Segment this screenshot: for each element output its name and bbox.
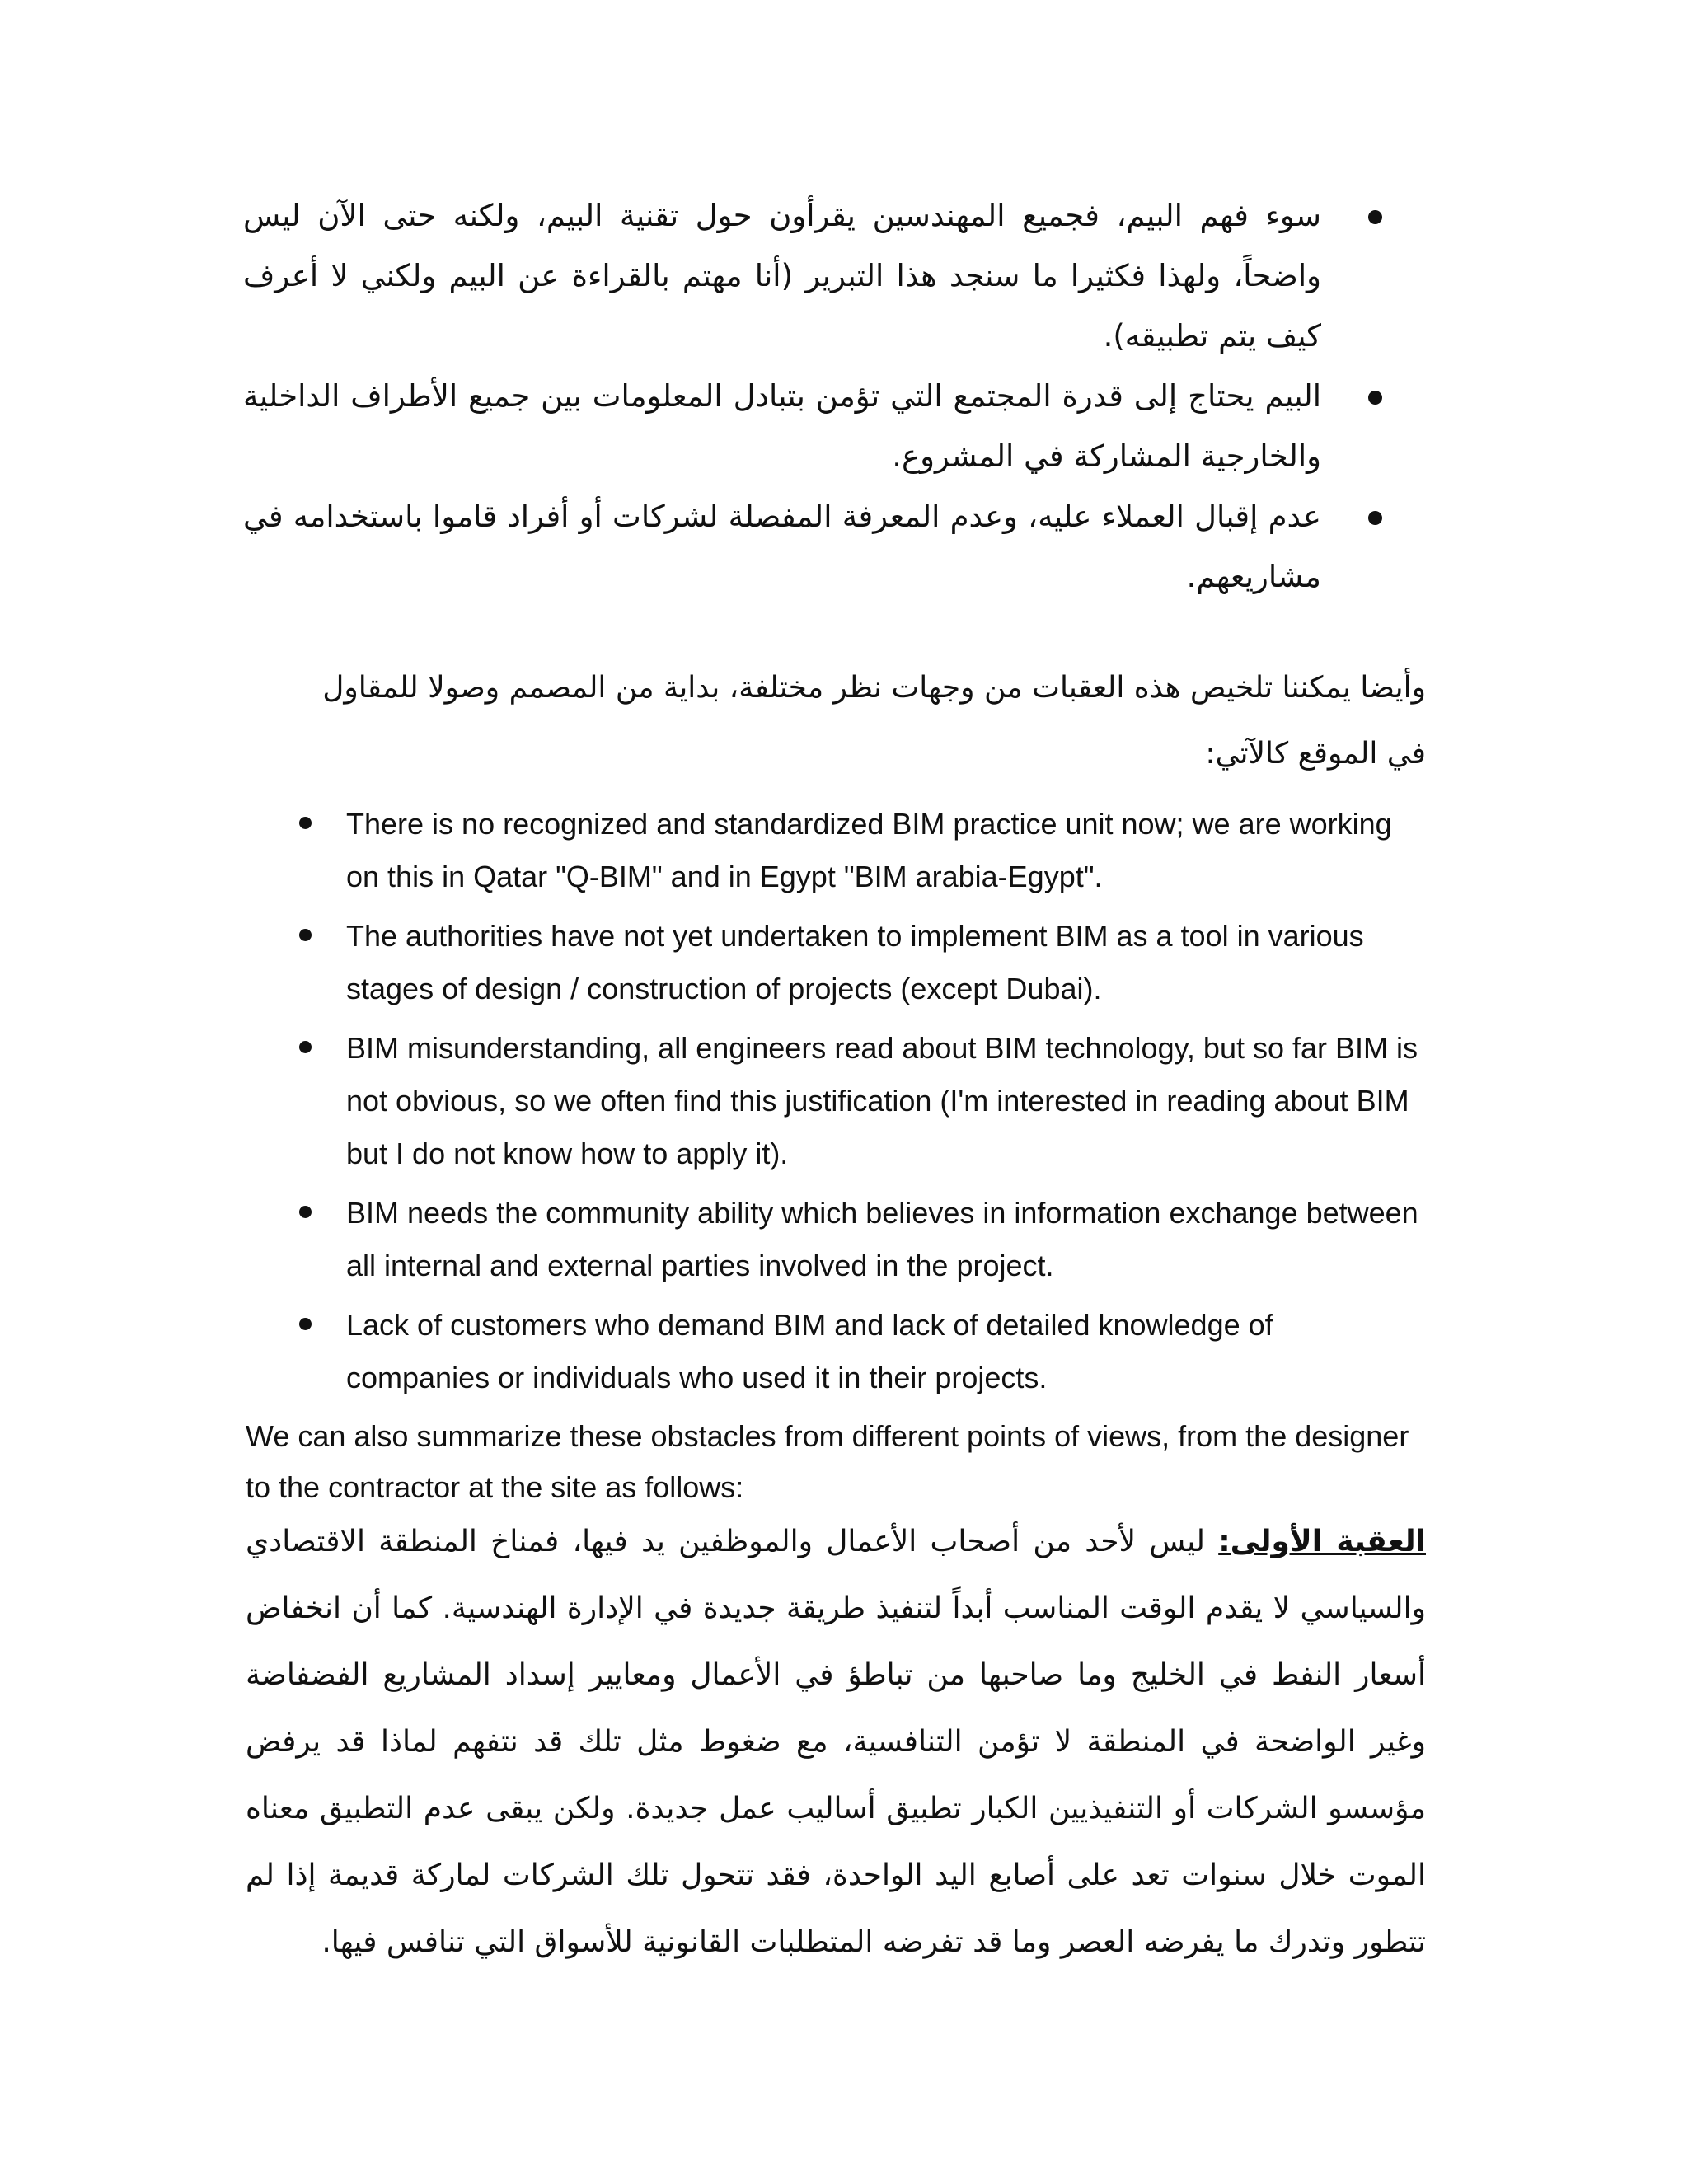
bullet-dot-icon [299, 817, 312, 829]
bullet-dot-icon [299, 1318, 312, 1330]
english-bullet-text: BIM needs the community ability which believes in information exchange between all internal and external parties involved in the project. [346, 1196, 1418, 1282]
arabic-bullet-text: سوء فهم البيم، فجميع المهندسين يقرأون حول تقنية البيم، ولكنه حتى الآن ليس واضحاً، ولهذا فكثيرا ما سنجد هذا التبرير (أنا مهتم بالقراءة عن البيم ولكني لا أعرف كيف يتم تطبيقه). [243, 198, 1321, 354]
first-obstacle-body: ليس لأحد من أصحاب الأعمال والموظفين يد فيها، فمناخ المنطقة الاقتصادي والسياسي لا يقدم الوقت المناسب أبداً لتنفيذ طريقة جديدة في الإدارة الهندسية. كما أن انخفاض أسعار النفط في الخليج وما صاحبها من تباطؤ في الأعمال ومعايير إسداد المشاريع الفضفاضة وغير الواضحة في المنطقة لا تؤمن التنافسية، مع ضغوط مثل تلك قد نتفهم لماذا قد يرفض مؤسسو الشركات أو التنفيذيين الكبار تطبيق أساليب عمل جديدة. ولكن يبقى عدم التطبيق معناه الموت خلال سنوات تعد على أصابع اليد الواحدة، فقد تتحول تلك الشركات لماركة قديمة إذا لم تتطور وتدرك ما يفرضه العصر وما قد تفرضه المتطلبات القانونية للأسواق التي تنافس فيها. [246, 1525, 1426, 1959]
bullet-dot-icon [299, 1206, 312, 1218]
english-bullet-item [293, 1022, 1422, 1180]
english-bullet-item [293, 1187, 1422, 1292]
english-bullet-text: BIM misunderstanding, all engineers read about BIM technology, but so far BIM is not obvious, so we often find this justification (I'm interested in reading about BIM but I do not know how to apply it). [346, 1031, 1418, 1170]
arabic-bullet-list [243, 185, 1397, 607]
english-bullet-text: There is no recognized and standardized BIM practice unit now; we are working on this in Qatar "Q-BIM" and in Egypt "BIM arabia-Egypt". [346, 807, 1392, 893]
english-bullet-text: Lack of customers who demand BIM and lack of detailed knowledge of companies or individuals who used it in their projects. [346, 1308, 1273, 1394]
english-bullet-item [293, 798, 1422, 903]
first-obstacle-heading: العقبة الأولى: [1218, 1525, 1426, 1558]
arabic-bullet-item [243, 366, 1397, 486]
bullet-dot-icon [299, 929, 312, 941]
arabic-bullet-item [243, 486, 1397, 607]
english-summary-paragraph: We can also summarize these obstacles from different points of views, from the designer to the contractor at the site as follows: [246, 1419, 1409, 1504]
arabic-bullet-text: البيم يحتاج إلى قدرة المجتمع التي تؤمن بتبادل المعلومات بين جميع الأطراف الداخلية والخارجية المشاركة في المشروع. [243, 378, 1321, 474]
english-bullet-text: The authorities have not yet undertaken to implement BIM as a tool in various stages of design / construction of projects (except Dubai). [346, 919, 1364, 1005]
bullet-dot-icon [1368, 391, 1382, 405]
arabic-intro-paragraph: وأيضا يمكننا تلخيص هذه العقبات من وجهات نظر مختلفة، بداية من المصمم وصولا للمقاول في الموقع كالآتي: [322, 671, 1426, 771]
bullet-dot-icon [1368, 210, 1382, 224]
first-obstacle-paragraph [246, 1508, 1426, 1975]
arabic-bullet-item [243, 185, 1397, 366]
bullet-dot-icon [1368, 511, 1382, 525]
english-bullet-list [293, 798, 1422, 1411]
arabic-bullet-text: عدم إقبال العملاء عليه، وعدم المعرفة المفصلة لشركات أو أفراد قاموا باستخدامه في مشاريعهم. [243, 499, 1321, 594]
english-bullet-item [293, 1299, 1422, 1404]
english-bullet-item [293, 910, 1422, 1015]
bullet-dot-icon [299, 1041, 312, 1053]
